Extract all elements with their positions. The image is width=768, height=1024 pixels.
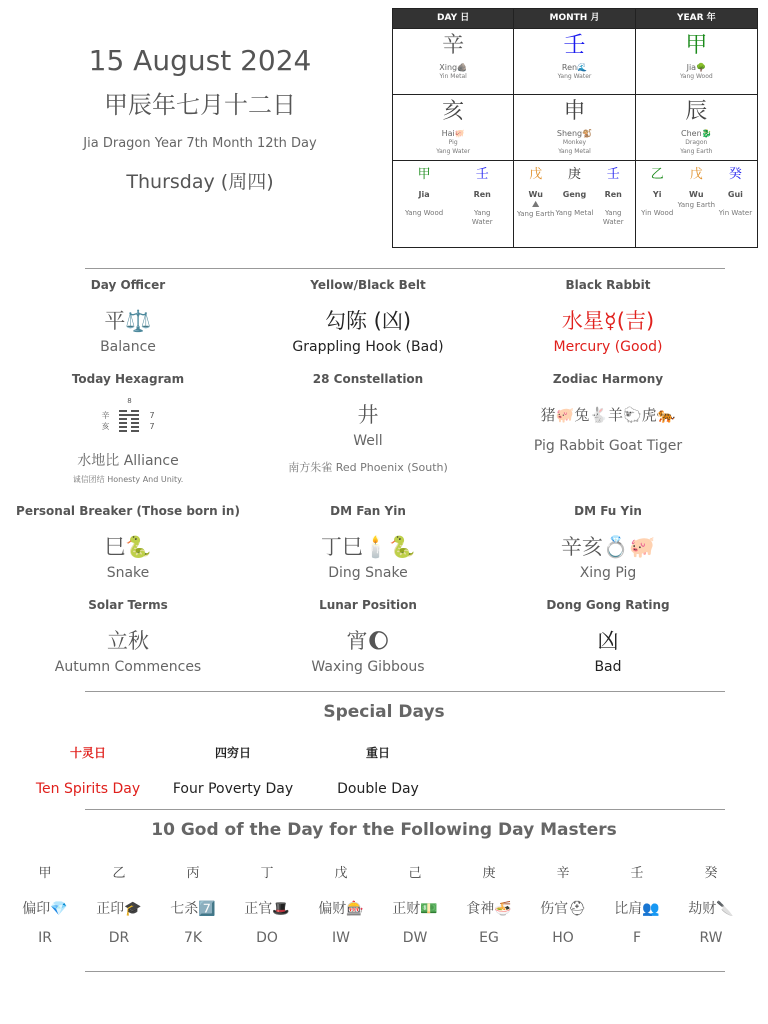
month-branch-animal: Monkey [562,139,587,146]
constellation-direction: 南方朱雀 Red Phoenix (South) [288,461,448,474]
yellow-black-belt [248,276,488,370]
day-master-stem: 乙 [112,866,126,881]
divider [85,268,725,269]
lunar-label: Lunar Position [319,598,417,612]
day-branch-pinyin: Hai🐖 [441,129,465,138]
personal-breaker [8,502,248,596]
hexagram-name: 水地比 Alliance [77,453,179,469]
ten-god-name: 正财💵 [392,901,438,917]
ten-god-name: 伤官⛑ [540,901,586,917]
hidden-stem-element: Yin Water [718,209,753,217]
rabbit-english: Mercury (Good) [553,339,663,355]
hidden-stem-element: Yang Earth [677,201,716,209]
zodiac-english: Pig Rabbit Goat Tiger [533,438,683,454]
day-branch [393,94,513,160]
zodiac-harmony [488,370,728,502]
fan-yin-chinese: 丁巳🕯️🐍 [320,535,416,559]
special-days-list [18,744,453,797]
ten-god-abbr: F [632,930,642,946]
hidden-stem-char: 壬 [475,167,489,182]
year-pillar-header: YEAR 年 [636,9,757,28]
hidden-stem-element: Yin Wood [641,209,674,217]
mountain-icon: ⛰ [531,200,540,210]
divider [85,809,725,810]
chinese-date: 甲辰年七月十二日 [104,91,296,119]
month-branch-pinyin: Sheng🐒 [556,129,593,138]
dm-fan-yin [248,502,488,596]
hexagram-top-stem: 辛 [101,411,110,420]
ten-god-abbr: DW [402,930,428,946]
hidden-stem-char: 癸 [728,167,742,182]
hidden-stem-char: 甲 [417,167,431,182]
ten-god-item [526,862,600,946]
hexagram-right-numbers [149,410,154,432]
hidden-stem-pinyin: Yi [652,190,662,199]
ten-god-name: 食神🍜 [466,901,512,917]
day-info-grid [8,276,728,690]
ten-god-item [600,862,674,946]
hidden-stem-char: 戊 [529,167,543,182]
ten-god-item [8,862,82,946]
solar-terms [8,596,248,690]
year-stem-pinyin: Jia🌳 [686,63,707,72]
hidden-stem-pinyin: Jia [418,190,430,199]
divider [85,691,725,692]
special-day-english: Double Day [337,781,419,797]
ten-god-name: 比肩👥 [614,901,660,917]
day-pillar [393,9,514,247]
ten-god-item [230,862,304,946]
day-master-stem: 甲 [38,866,52,881]
lunar-date-english: Jia Dragon Year 7th Month 12th Day [83,136,317,151]
ten-god-item [304,862,378,946]
day-branch-animal: Pig [448,139,458,146]
month-stem-char: 壬 [563,33,586,58]
special-day-item [308,744,448,797]
dong-gong-english: Bad [594,659,622,675]
hidden-stem [517,165,555,247]
date-header [40,40,360,194]
belt-chinese: 勾陈 (凶) [324,309,412,333]
four-pillars-table [392,8,758,248]
hidden-stem-char: 壬 [606,167,620,182]
month-pillar-header: MONTH 月 [514,9,634,28]
month-stem [514,28,634,94]
fu-yin-chinese: 辛亥💍🐖 [560,535,656,559]
ten-god-abbr: 7K [183,930,203,946]
month-branch [514,94,634,160]
special-days-title: Special Days [323,702,445,722]
hexagram-label: Today Hexagram [71,372,185,386]
zodiac-chinese: 猪🐖兔🐇羊🐑虎🐅 [540,406,676,424]
ten-god-abbr: RW [699,930,723,946]
hexagram-left-labels [101,410,109,432]
hidden-stem [638,165,677,247]
fu-yin-english: Xing Pig [579,565,637,581]
dong-gong-rating [488,596,728,690]
month-branch-element: Yang Metal [558,148,591,155]
year-branch-pinyin: Chen🐉 [681,129,712,138]
day-officer-english: Balance [100,339,156,355]
day-master-stem: 辛 [556,866,570,881]
special-day-chinese: 重日 [365,746,390,760]
special-day-chinese: 十灵日 [69,746,106,760]
hidden-stem-element: Yang Earth [516,210,555,218]
fan-yin-english: Ding Snake [328,565,408,581]
day-officer-label: Day Officer [90,278,166,292]
hidden-stem-char: 戊 [689,167,703,182]
hexagram-lower-number: 7 [149,422,155,431]
divider [85,971,725,972]
weekday: Thursday (周四) [126,171,274,193]
special-day-item [163,744,303,797]
today-hexagram [8,370,248,502]
year-stem-element: Yang Wood [679,73,713,80]
hidden-stem-char: 庚 [567,167,581,182]
hexagram-upper-number: 7 [149,411,155,420]
breaker-label: Personal Breaker (Those born in) [16,504,240,518]
black-rabbit [488,276,728,370]
belt-english: Grappling Hook (Bad) [292,339,444,355]
fan-yin-label: DM Fan Yin [330,504,406,518]
day-master-stem: 丁 [260,866,274,881]
hidden-stem-element: Yang Metal [555,209,594,217]
belt-label: Yellow/Black Belt [310,278,426,292]
month-pillar [514,9,635,247]
hexagram-figure [8,398,248,444]
hidden-stem-pinyin: Ren [473,190,491,199]
hexagram-bottom-branch: 亥 [101,422,110,431]
rabbit-label: Black Rabbit [565,278,651,292]
hidden-stem [405,165,443,247]
ten-god-abbr: DR [108,930,130,946]
hidden-stem-pinyin: Ren [604,190,622,199]
hexagram-lines-icon [119,397,139,432]
breaker-chinese: 巳🐍 [104,535,152,559]
ten-god-name: 正官🎩 [244,901,290,917]
day-master-stem: 戊 [334,866,348,881]
dong-gong-chinese: 凶 [597,629,619,653]
year-pillar [636,9,757,247]
special-day-english: Ten Spirits Day [35,781,141,797]
dong-gong-label: Dong Gong Rating [546,598,670,612]
solar-label: Solar Terms [88,598,168,612]
year-stem [636,28,757,94]
hidden-stem-pinyin: Gui [727,190,743,199]
day-master-stem: 己 [408,866,422,881]
day-stem [393,28,513,94]
hidden-stem-element: Yang Water [471,209,493,226]
constellation-label: 28 Constellation [312,372,424,386]
ten-god-abbr: IR [38,930,52,946]
ten-god-name: 七杀7️⃣ [170,901,216,917]
hidden-stem [594,165,632,247]
hidden-stem-pinyin: Wu [689,190,704,199]
hidden-stem [555,165,593,247]
lunar-position [248,596,488,690]
special-day-chinese: 四穷日 [214,746,251,760]
hexagram-number: 8 [127,397,132,405]
lunar-english: Waxing Gibbous [311,659,425,675]
day-hidden-stems [393,160,513,247]
zodiac-label: Zodiac Harmony [552,372,664,386]
hidden-stem-pinyin: Wu [528,190,543,199]
ten-gods-title: 10 God of the Day for the Following Day Masters [151,820,617,840]
ten-god-abbr: IW [332,930,350,946]
ten-god-item [378,862,452,946]
year-branch-element: Yang Earth [680,148,713,155]
breaker-english: Snake [106,565,150,581]
ten-god-item [156,862,230,946]
ten-god-name: 劫财🔪 [688,901,734,917]
ten-god-abbr: DO [256,930,278,946]
day-master-stem: 丙 [186,866,200,881]
hidden-stem-pinyin: Geng [562,190,587,199]
hidden-stem-element: Yang Wood [404,209,444,217]
day-officer-chinese: 平⚖️ [104,309,152,333]
constellation-chinese: 井 [357,403,379,427]
ten-god-abbr: HO [552,930,574,946]
month-stem-element: Yang Water [557,73,592,80]
day-master-stem: 壬 [630,866,644,881]
year-stem-char: 甲 [685,33,708,58]
rabbit-chinese: 水星☿(吉) [561,309,655,333]
day-officer [8,276,248,370]
ten-gods-grid [8,862,748,946]
solar-english: Autumn Commences [54,659,202,675]
hidden-stem [463,165,501,247]
day-branch-char: 亥 [442,99,465,124]
ten-god-item [82,862,156,946]
gregorian-date: 15 August 2024 [88,44,312,77]
hidden-stem [716,165,755,247]
hidden-stem-char: 乙 [650,167,664,182]
day-stem-element: Yin Metal [439,73,467,80]
ten-god-item [452,862,526,946]
day-stem-pinyin: Xing🪨 [439,63,468,72]
day-stem-char: 辛 [442,33,465,58]
ten-god-abbr: EG [479,930,499,946]
ten-god-name: 偏印💎 [22,901,68,917]
special-day-english: Four Poverty Day [172,781,294,797]
day-master-stem: 庚 [482,866,496,881]
dm-fu-yin [488,502,728,596]
day-pillar-header: DAY 日 [393,9,513,28]
constellation-english: Well [353,433,383,449]
ten-god-item [674,862,748,946]
constellation [248,370,488,502]
hidden-stem [677,165,716,247]
ten-god-name: 偏财🎰 [318,901,364,917]
month-stem-pinyin: Ren🌊 [561,63,588,72]
year-branch [636,94,757,160]
year-hidden-stems [636,160,757,247]
solar-chinese: 立秋 [107,629,149,653]
hidden-stem-element: Yang Water [602,209,624,226]
special-day-item [18,744,158,797]
day-branch-element: Yang Water [436,148,471,155]
month-branch-char: 申 [563,99,586,124]
hexagram-meaning: 诚信团结 Honesty And Unity. [72,475,184,484]
fu-yin-label: DM Fu Yin [574,504,642,518]
year-branch-animal: Dragon [685,139,708,146]
ten-god-name: 正印🎓 [96,901,142,917]
day-master-stem: 癸 [704,866,718,881]
month-hidden-stems [514,160,634,247]
year-branch-char: 辰 [685,99,708,124]
lunar-chinese: 宵🌔 [346,629,390,653]
